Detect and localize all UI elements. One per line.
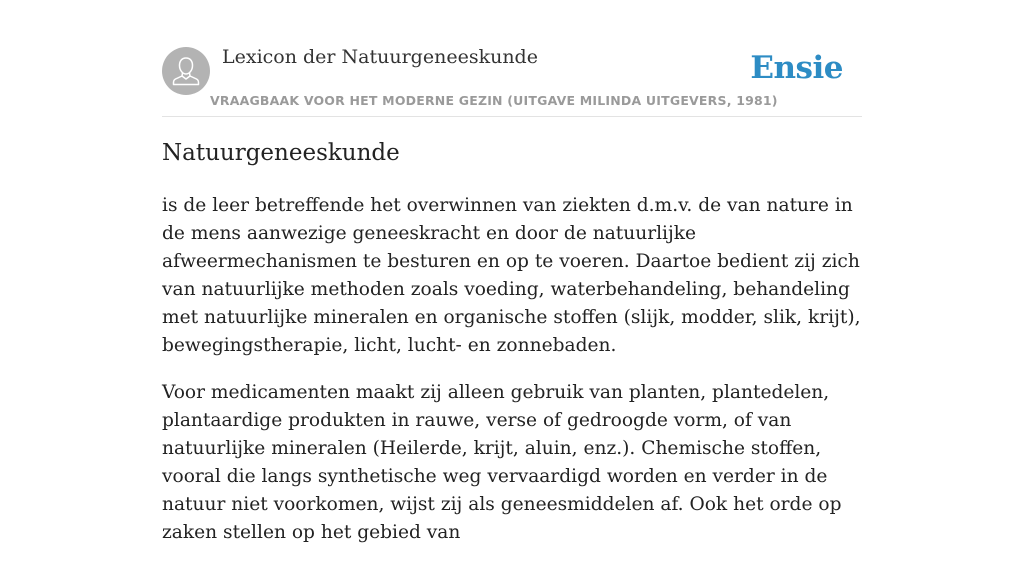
site-header [162,0,862,117]
source-avatar[interactable] [162,47,210,95]
source-title-link[interactable]: Lexicon der Natuurgeneeskunde [222,46,538,68]
entry-body [162,192,862,566]
source-subtitle: VRAAGBAAK VOOR HET MODERNE GEZIN (UITGAVE MILINDA UITGEVERS, 1981) [210,93,778,108]
entry-title: Natuurgeneeskunde [162,140,400,166]
entry-paragraph: Voor medicamenten maakt zij alleen gebruik van planten, plantedelen, plantaardige produkten in rauwe, verse of gedroogde vorm, of van natuurlijke mineralen (Heilerde, krijt, aluin, enz.). Chemische stoffen, vooral die langs synthetische weg vervaardigd worden en verder in de natuur niet voorkomen, wijst zij als geneesmiddelen af. Ook het orde op zaken stellen op het gebied van [162,382,842,543]
entry-paragraph: is de leer betreffende het overwinnen van ziekten d.m.v. de van nature in de mens aanwezige geneeskracht en door de natuurlijke afweermechanismen te besturen en op te voeren. Daartoe bedient zij zich van natuurlijke methoden zoals voeding, waterbehandeling, behandeling met natuurlijke mineralen en organische stoffen (slijk, modder, slik, krijt), bewegingstherapie, licht, lucht- en zonnebaden. [162,195,861,356]
brand-logo[interactable]: Ensie [750,50,843,86]
user-silhouette-icon [162,47,210,95]
